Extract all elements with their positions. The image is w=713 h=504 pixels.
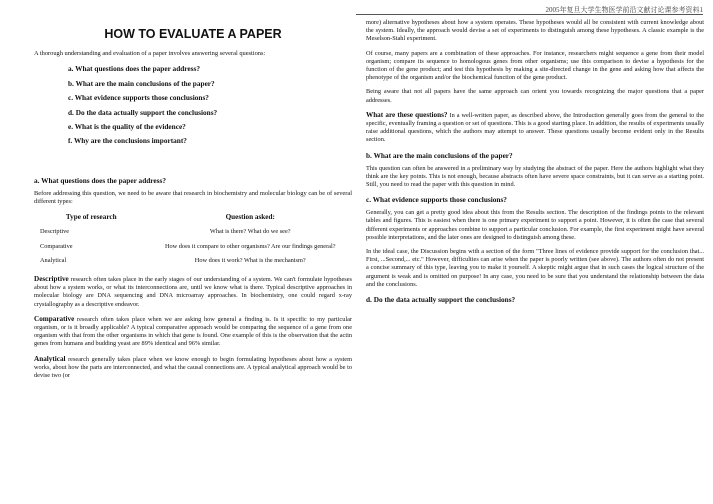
descriptive-lead: Descriptive xyxy=(34,274,69,283)
section-d-heading: d. Do the data actually support the conclusions? xyxy=(366,295,516,305)
table-cell-question: What is there? What do we see? xyxy=(209,228,291,236)
comparative-lead: Comparative xyxy=(34,314,75,323)
left-column xyxy=(34,17,352,386)
section-c-heading: c. What evidence supports those conclusions? xyxy=(366,195,507,205)
hypotheses-paragraph: more) alternative hypotheses about how a system operates. These hypotheses would all be consistent with current knowledge about the system. Ideally, the approach would devise a set of experiments to distinguish among these hypotheses. A classic example is the Meselson-Stahl experiment. xyxy=(366,19,704,43)
question-c: c. What evidence supports those conclusions? xyxy=(68,93,209,103)
analytical-lead: Analytical xyxy=(34,354,66,363)
question-a: a. What questions does the paper address? xyxy=(68,64,200,74)
comparative-text: research often takes place when we are asking how general a finding is. Is it specific to my particular organism, or is it broadly applicable? A typical comparative approach would be comparing the sequence of a gene from one organism with that from the other organisms in which that gene is found. One example of this is the observation that the actin genes from humans and budding yeast are 89% identical and 96% similar. xyxy=(34,315,352,348)
header-rule xyxy=(356,14,703,15)
analytical-paragraph xyxy=(34,355,352,381)
question-b: b. What are the main conclusions of the paper? xyxy=(68,78,215,88)
descriptive-paragraph xyxy=(34,275,352,309)
table-cell-question: How does it compare to other organisms? Are our findings general? xyxy=(164,242,336,250)
questions-paragraph xyxy=(366,111,704,145)
questions-lead: What are these questions? xyxy=(366,110,448,119)
intro-paragraph: A thorough understanding and evaluation of a paper involves answering several questions: xyxy=(34,50,266,57)
table-row xyxy=(34,240,352,254)
question-f: f. Why are the conclusions important? xyxy=(68,136,187,146)
questions-list xyxy=(34,64,352,145)
section-b-heading: b. What are the main conclusions of the paper? xyxy=(366,150,513,160)
table-cell-type: Analytical xyxy=(40,256,67,264)
table-row xyxy=(34,225,352,239)
paper-title: HOW TO EVALUATE A PAPER xyxy=(104,27,282,41)
question-e: e. What is the quality of the evidence? xyxy=(68,121,186,131)
descriptive-text: research often takes place in the early stages of our understanding of a system. We can't formulate hypotheses about how a system works, or what its interconnections are, until we know what is there. Typical descriptive approaches in molecular biology are DNA sequencing and DNA microarray approaches. In biochemistry, one could regard x-ray crystallography as a descriptive endeavor. xyxy=(34,275,352,308)
table-row xyxy=(34,254,352,268)
table-cell-type: Comparative xyxy=(40,242,73,250)
analytical-text: research generally takes place when we know enough to begin formulating hypotheses about how a system works, about how the parts are interconnected, and what the causal connections are. A typical analytical approach would be to devise two (or xyxy=(34,355,352,379)
awareness-paragraph: Being aware that not all papers have the same approach can orient you towards recognizing the major questions that a paper addresses. xyxy=(366,88,704,104)
section-a-heading: a. What questions does the paper address? xyxy=(34,175,166,185)
table-header-type: Type of research xyxy=(65,213,117,222)
table-header-question: Question asked: xyxy=(225,213,275,222)
page-header: 2005年复旦大学生物医学前沿文献讨论课参考资料1 xyxy=(545,6,703,14)
table-cell-type: Descriptive xyxy=(40,228,70,236)
combination-paragraph: Of course, many papers are a combination of these approaches. For instance, researchers might sequence a gene from their model organism; compare its sequence to homologous genes from other organisms; use this comparison to devise a hypothesis for the function of the gene product; and test this hypothesis by making a site-directed change in the gene and asking how that affects the phenotype of the organism and/or the biochemical function of the gene product. xyxy=(366,49,704,82)
research-types-table xyxy=(34,211,352,268)
section-c-text-1: Generally, you can get a pretty good idea about this from the Results section. The description of the findings points to the relevant tables and figures. This is easiest when there is one primary experiment to support a point. However, it is often the case that several different experiments or approaches combine to support a particular conclusion. For example, the first experiment might have several possible interpretations, and the later ones are designed to distinguish among these. xyxy=(366,209,704,241)
right-column xyxy=(366,19,704,309)
question-d: d. Do the data actually support the conclusions? xyxy=(68,107,218,117)
section-a-text: Before addressing this question, we need to be aware that research in biochemistry and molecular biology can be of several different types: xyxy=(34,189,352,206)
questions-text: In a well-written paper, as described above, the Introduction generally goes from the general to the specific, eventually framing a question or set of questions. This is a good starting place. In addition, the results of experiments usually raise additional questions, which the authors may attempt to answer. These questions usually become evident only in the Results section. xyxy=(366,111,704,144)
comparative-paragraph xyxy=(34,315,352,349)
section-b-text: This question can often be answered in a preliminary way by studying the abstract of the paper. Here the authors highlight what they think are the key points. This is not enough, because abstracts often have severe space constraints, but it can serve as a starting point. Still, you need to read the paper with this question in mind. xyxy=(366,164,704,189)
section-c-text-2: In the ideal case, the Discussion begins with a section of the form "Three lines of evidence provide support for the conclusion that... First, ...Second,... etc." However, difficulties can arise when the paper is poorly written (see above). The authors often do not present a concise summary of this type, leaving you to make it yourself. A skeptic might argue that in such cases the logical structure of the argument is weak and is omitted on purpose! In any case, you need to be sure that you understand the relationship between the data and the conclusions. xyxy=(366,248,704,288)
table-cell-question: How does it work? What is the mechanism? xyxy=(194,256,306,264)
